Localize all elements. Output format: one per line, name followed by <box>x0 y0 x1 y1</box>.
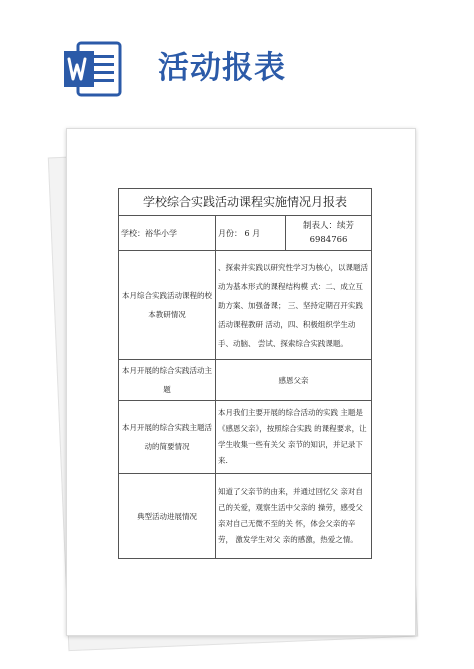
row-label-theme: 本月开展的综合实践活动主题 <box>119 360 216 401</box>
row-label-progress: 典型活动进展情况 <box>119 474 216 559</box>
row-content-theme: 感恩父亲 <box>216 360 372 401</box>
word-document-icon <box>64 41 122 97</box>
school-field: 学校：裕华小学 <box>119 216 216 251</box>
report-table <box>118 188 372 559</box>
month-field: 月份： 6 月 <box>216 216 286 251</box>
page-title: 活动报表 <box>158 50 286 86</box>
report-title-row <box>119 189 372 216</box>
preparer-field: 制表人：续芳 6984766 <box>286 216 372 251</box>
row-content-progress: 知道了父亲节的由来，并通过回忆父 亲对自己的关爱，观察生活中父亲的 操劳，感受父亲对自己无微不至的关 怀，体会父亲的辛劳， 激发学生对父 亲的感激，热爱之情。 <box>216 474 372 559</box>
table-row-research <box>119 251 372 360</box>
row-label-summary: 本月开展的综合实践主题活动的简要情况 <box>119 401 216 474</box>
report-info-row <box>119 216 372 251</box>
row-content-summary: 本月我们主要开展的综合活动的实践 主题是《感恩父亲》，按照综合实践 的课程要求，让学生收集一些有关父 亲节的知识，并记录下来. <box>216 401 372 474</box>
report-title: 学校综合实践活动课程实施情况月报表 <box>119 189 372 216</box>
table-row-theme <box>119 360 372 401</box>
row-content-research: 、探索并实践以研究性学习为核心，以课题活动为基本形式的课程结构模 式：二、成立互助方案、加强备课； 三、坚持定期召开实践活动课程教研 活动，四、积极组织学生动手、动脑、 尝试、探索综合实践课题。 <box>216 251 372 360</box>
row-label-research: 本月综合实践活动课程的校本教研情况 <box>119 251 216 360</box>
table-row-progress <box>119 474 372 559</box>
table-row-summary <box>119 401 372 474</box>
